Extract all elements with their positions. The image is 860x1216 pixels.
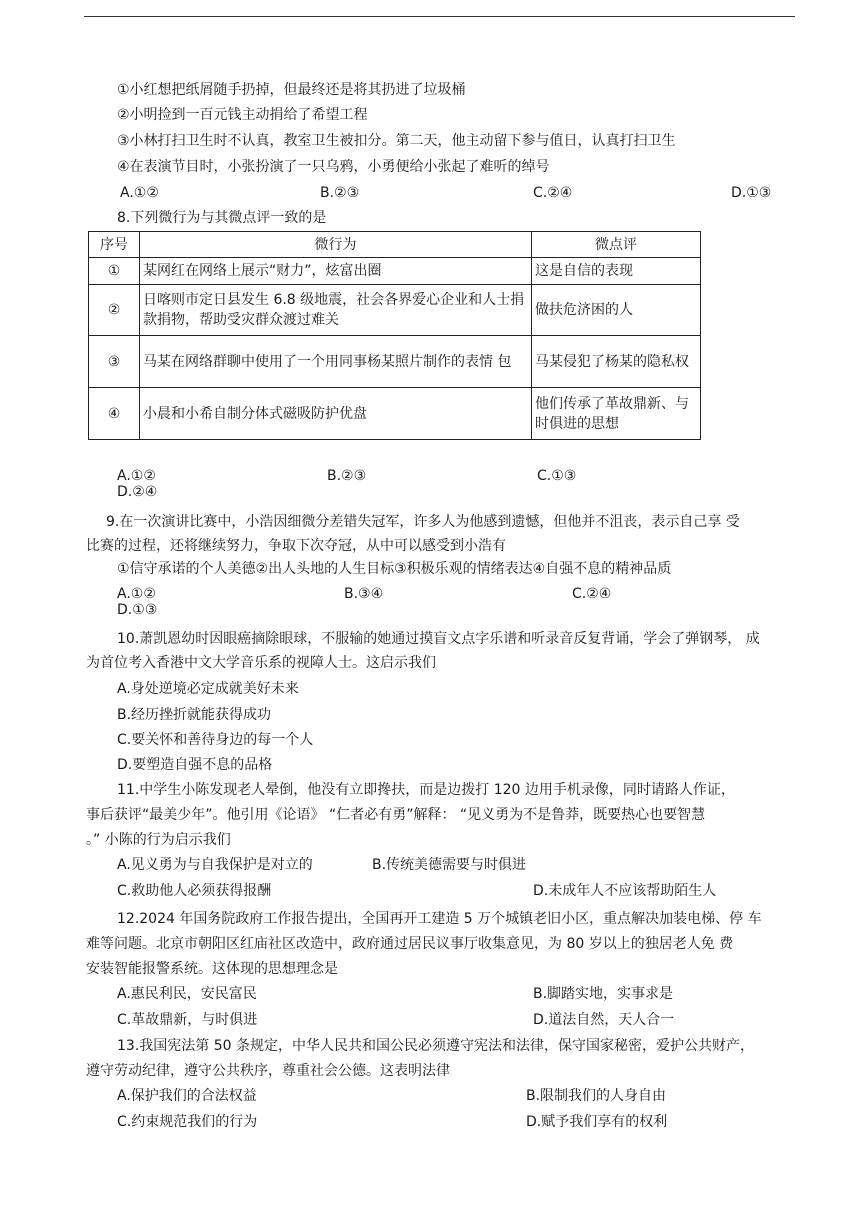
q9-option-a: A.①② [117,586,156,602]
q12-stem-line2: 难等问题。北京市朝阳区红庙社区改造中，政府通过居民议事厅收集意见，为 80 岁以上的独居老人免 费 [86,936,734,952]
q7-option-c: C.②④ [533,185,573,201]
row-behavior: 马某在网络群聊中使用了一个用同事杨某照片制作的表情 包 [140,336,532,388]
q9-option-b: B.③④ [344,586,384,602]
q11-stem-line1: 11.中学生小陈发现老人晕倒，他没有立即搀扶，而是边拨打 120 边用手机录像，同时请路人作证， [117,782,735,798]
q13-option-b: B.限制我们的人身自由 [526,1088,667,1104]
q13-option-d: D.赋予我们享有的权利 [526,1114,668,1130]
table-row [89,285,701,336]
q7-statement-3: ③小林打扫卫生时不认真，教室卫生被扣分。第二天，他主动留下参与值日，认真打扫卫生 [117,133,676,149]
q9-option-c: C.②④ [572,586,612,602]
q11-option-b: B.传统美德需要与时俱进 [372,857,527,873]
q9-option-d: D.①③ [117,602,158,618]
row-comment: 这是自信的表现 [532,258,701,285]
q10-stem-line1: 10.萧凯恩幼时因眼癌摘除眼球，不服输的她通过摸盲文点字乐谱和听录音反复背诵，学会了弹钢琴， 成 [117,631,760,647]
row-no: ③ [89,336,140,388]
q7-option-b: B.②③ [320,185,360,201]
q12-option-b: B.脚踏实地，实事求是 [533,986,674,1002]
row-comment: 做扶危济困的人 [532,285,701,336]
q7-option-d: D.①③ [731,185,772,201]
q12-option-d: D.道法自然，天人合一 [533,1012,675,1028]
q7-statement-4: ④在表演节目时，小张扮演了一只乌鸦，小勇便给小张起了难听的绰号 [117,159,550,175]
q8-table [88,231,701,440]
q10-option-c: C.要关怀和善待身边的每一个人 [117,732,314,748]
q7-statement-1: ①小红想把纸屑随手扔掉，但最终还是将其扔进了垃圾桶 [117,82,466,98]
q9-stem-line1: 9.在一次演讲比赛中，小浩因细微分差错失冠军，许多人为他感到遗憾，但他并不沮丧，表示自己享 受 [106,514,740,530]
header-rule [84,16,795,17]
table-row [89,388,701,440]
q10-option-d: D.要塑造自强不息的品格 [117,757,273,773]
header-behavior: 微行为 [140,232,532,258]
q10-stem-line2: 为首位考入香港中文大学音乐系的视障人士。这启示我们 [86,655,436,671]
q8-stem: 8.下列微行为与其微点评一致的是 [117,210,327,226]
q7-statement-2: ②小明捡到一百元钱主动捐给了希望工程 [117,107,368,123]
row-comment: 他们传承了革故鼎新、与时俱进的思想 [532,388,701,440]
q11-option-c: C.救助他人必须获得报酬 [117,883,272,899]
q8-option-a: A.①② [117,468,156,484]
q12-option-a: A.惠民利民，安民富民 [117,986,257,1002]
q13-stem-line2: 遵守劳动纪律，遵守公共秩序，尊重社会公德。这表明法律 [86,1063,450,1079]
table-row [89,336,701,388]
row-behavior: 日喀则市定日县发生 6.8 级地震，社会各界爱心企业和人士捐款捐物，帮助受灾群众渡过难关 [140,285,532,336]
q12-stem-line3: 安装智能报警系统。这体现的思想理念是 [86,961,338,977]
table-header-row [89,232,701,258]
q8-option-c: C.①③ [537,468,577,484]
table-row [89,258,701,285]
q8-option-b: B.②③ [327,468,367,484]
row-behavior: 小晨和小希自制分体式磁吸防护优盘 [140,388,532,440]
q11-option-d: D.未成年人不应该帮助陌生人 [533,883,717,899]
q13-option-c: C.约束规范我们的行为 [117,1114,258,1130]
q9-stem-line2: 比赛的过程，还将继续努力，争取下次夺冠，从中可以感受到小浩有 [86,538,506,554]
row-comment: 马某侵犯了杨某的隐私权 [532,336,701,388]
row-no: ① [89,258,140,285]
q10-option-b: B.经历挫折就能获得成功 [117,707,272,723]
q12-stem-line1: 12.2024 年国务院政府工作报告提出，全国再开工建造 5 万个城镇老旧小区，重点解决加装电梯、停 车 [117,911,762,927]
q7-option-a: A.①② [120,185,159,201]
q11-stem-line3: 。” 小陈的行为启示我们 [86,832,231,848]
q12-option-c: C.革故鼎新，与时俱进 [117,1012,258,1028]
q11-stem-line2: 事后获评“最美少年”。他引用《论语》 “仁者必有勇”解释： “见义勇为不是鲁莽，既要热心也要智慧 [86,807,706,823]
q11-option-a: A.见义勇为与自我保护是对立的 [117,857,313,873]
header-no: 序号 [89,232,140,258]
q8-option-d: D.②④ [117,484,158,500]
q13-option-a: A.保护我们的合法权益 [117,1088,257,1104]
q13-stem-line1: 13.我国宪法第 50 条规定，中华人民共和国公民必须遵守宪法和法律，保守国家秘密，爱护公共财产， [117,1038,754,1054]
q9-statements: ①信守承诺的个人美德②出人头地的人生目标③积极乐观的情绪表达④自强不息的精神品质 [117,561,672,577]
header-comment: 微点评 [532,232,701,258]
q10-option-a: A.身处逆境必定成就美好未来 [117,681,299,697]
row-no: ④ [89,388,140,440]
row-behavior: 某网红在网络上展示“财力”，炫富出圈 [140,258,532,285]
row-no: ② [89,285,140,336]
